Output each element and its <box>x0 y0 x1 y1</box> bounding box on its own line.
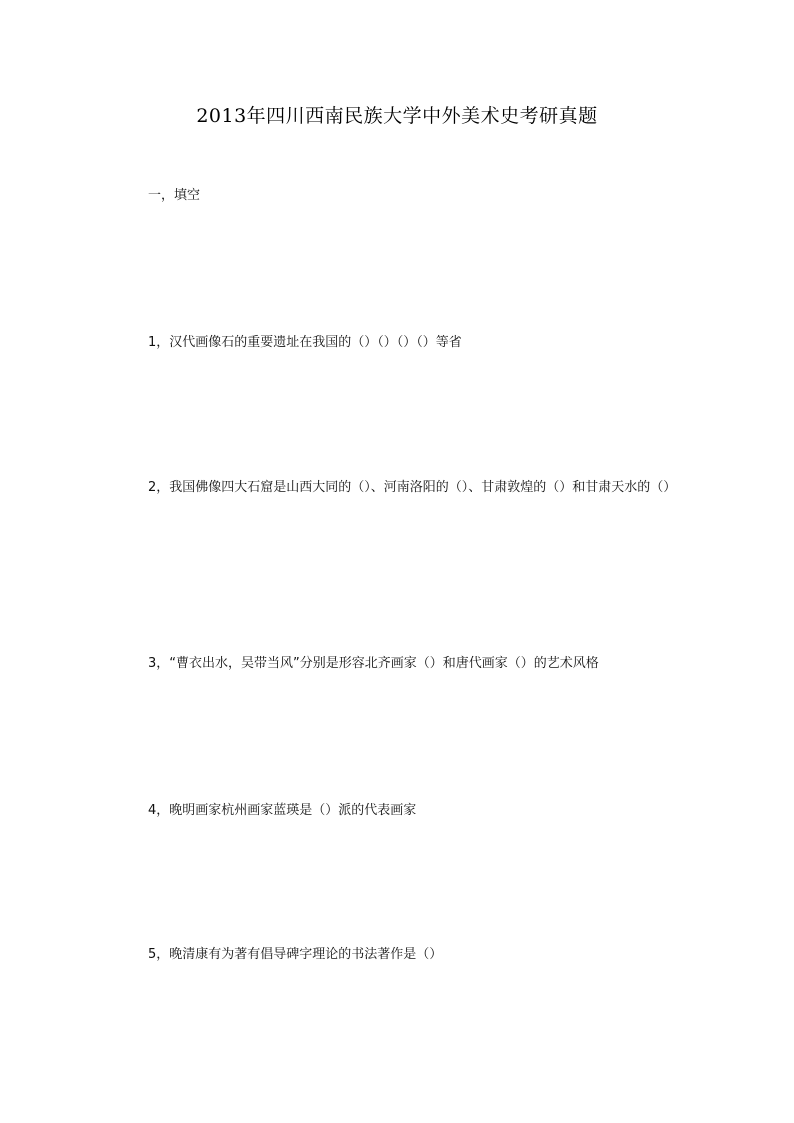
question-4: 4，晚明画家杭州画家蓝瑛是（）派的代表画家 <box>148 803 417 818</box>
section-heading: 一，填空 <box>148 188 201 203</box>
page-title: 2013年四川西南民族大学中外美术史考研真题 <box>196 105 598 127</box>
question-3: 3，“曹衣出水，吴带当风”分别是形容北齐画家（）和唐代画家（）的艺术风格 <box>148 656 599 671</box>
question-2: 2，我国佛像四大石窟是山西大同的（）、河南洛阳的（）、甘肃敦煌的（）和甘肃天水的（） <box>148 480 677 495</box>
question-1: 1，汉代画像石的重要遗址在我国的（）（）（）（）等省 <box>148 335 462 350</box>
question-5: 5，晚清康有为著有倡导碑字理论的书法著作是（） <box>148 947 443 962</box>
